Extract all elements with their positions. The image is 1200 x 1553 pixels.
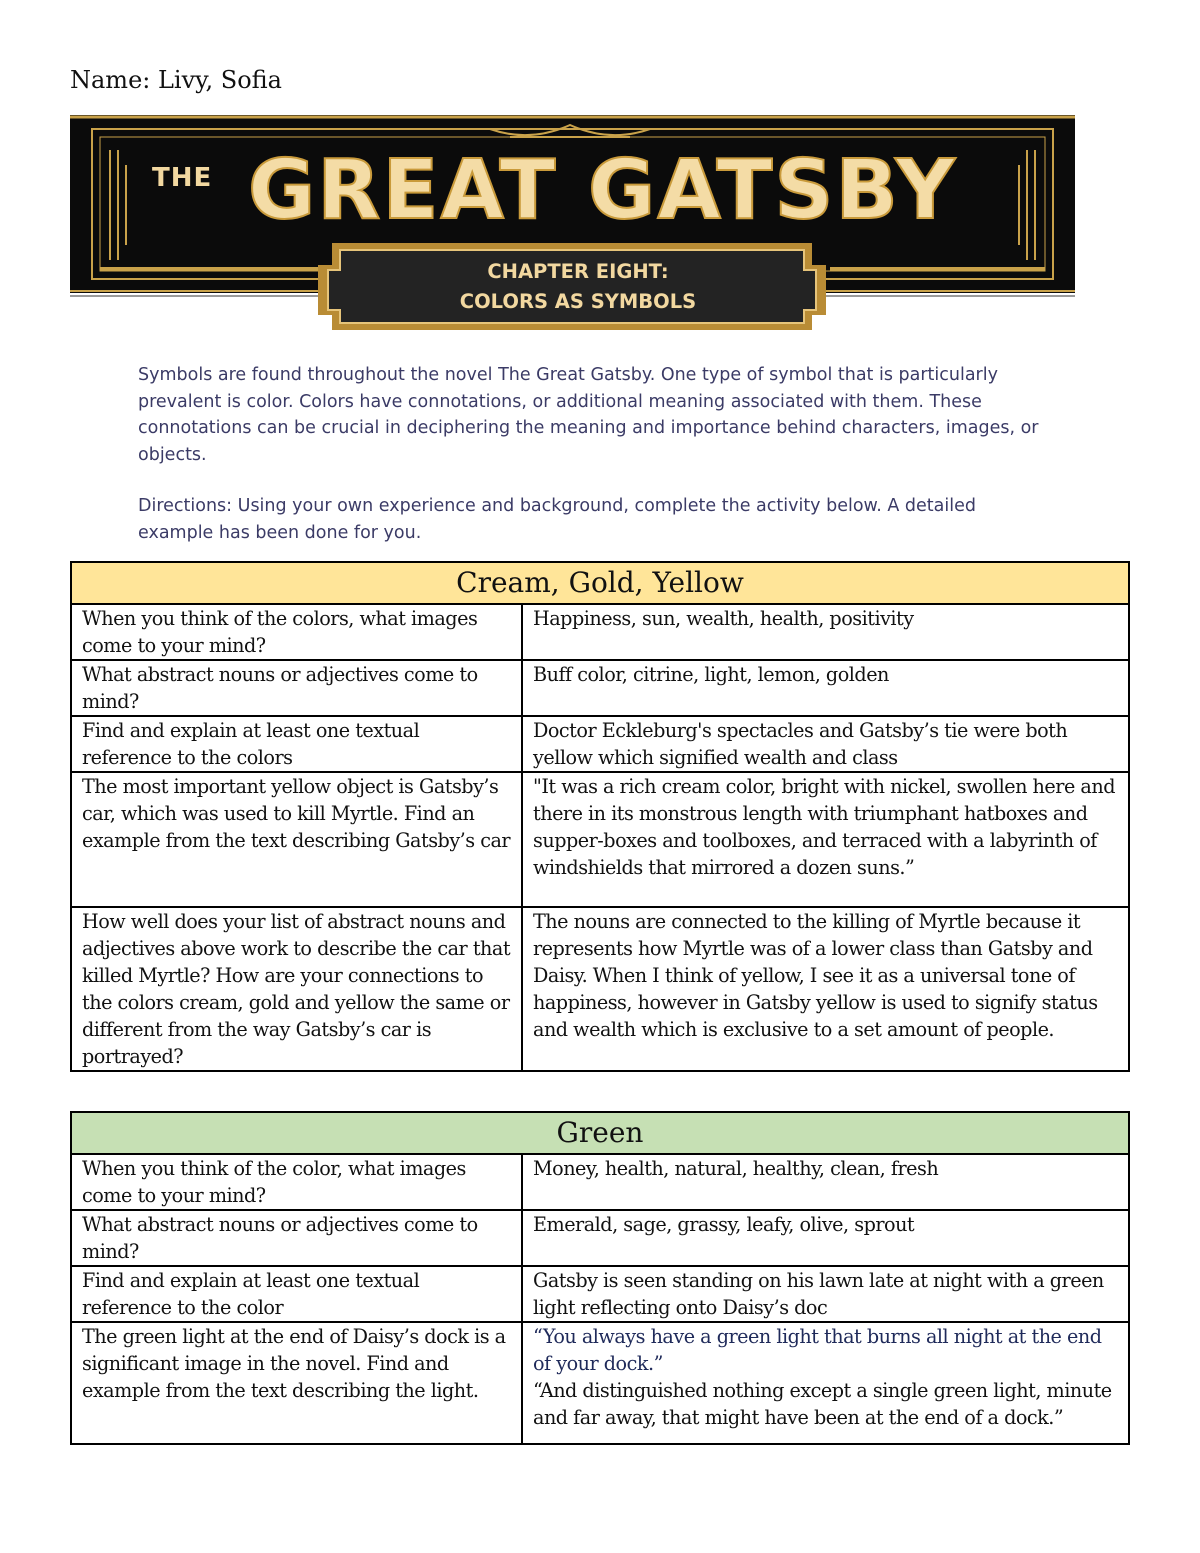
answer-cell[interactable]: "It was a rich cream color, bright with nickel, swollen here and there in its monstrous length with triumphant hatboxes and supper-boxes and toolboxes, and terraced with a labyrinth of windshields that mirrored a dozen suns.”	[522, 772, 1129, 907]
question-cell: The most important yellow object is Gatsby’s car, which was used to kill Myrtle. Find an example from the text describing Gatsby’s car	[71, 772, 522, 907]
banner-the: THE	[152, 163, 213, 193]
table-heading: Green	[71, 1112, 1129, 1154]
question-cell: How well does your list of abstract nouns and adjectives above work to describe the car that killed Myrtle? How are your connections to the colors cream, gold and yellow the same or different from the way Gatsby’s car is portrayed?	[71, 907, 522, 1071]
question-cell: When you think of the colors, what images come to your mind?	[71, 604, 522, 660]
answer-cell[interactable]	[522, 1322, 1129, 1444]
banner-title: GREAT GATSBY	[248, 143, 957, 238]
table-row	[71, 604, 1129, 660]
table-row	[71, 716, 1129, 772]
subtitle-line-2: COLORS AS SYMBOLS	[459, 290, 697, 313]
answer-cell[interactable]: Buff color, citrine, light, lemon, golden	[522, 660, 1129, 716]
table-row	[71, 772, 1129, 907]
green-table	[70, 1111, 1130, 1445]
answer-cell[interactable]: Happiness, sun, wealth, health, positivity	[522, 604, 1129, 660]
answer-cell[interactable]: Doctor Eckleburg's spectacles and Gatsby’s tie were both yellow which signified wealth and class	[522, 716, 1129, 772]
table-row	[71, 1154, 1129, 1210]
student-name: Name: Livy, Sofia	[70, 66, 282, 94]
question-cell: What abstract nouns or adjectives come to mind?	[71, 660, 522, 716]
table-row	[71, 1210, 1129, 1266]
question-cell: What abstract nouns or adjectives come to mind?	[71, 1210, 522, 1266]
title-banner	[70, 115, 1075, 340]
subtitle-line-1: CHAPTER EIGHT:	[487, 260, 669, 283]
table-row	[71, 660, 1129, 716]
table-row	[71, 1322, 1129, 1444]
question-cell: Find and explain at least one textual reference to the colors	[71, 716, 522, 772]
directions-paragraph: Directions: Using your own experience and background, complete the activity below. A detailed example has been done for you.	[138, 496, 976, 543]
table-row	[71, 1266, 1129, 1322]
yellow-table	[70, 561, 1130, 1072]
question-cell: The green light at the end of Daisy’s dock is a significant image in the novel. Find and example from the text describing the light.	[71, 1322, 522, 1444]
answer-quote-1: “You always have a green light that burns all night at the end of your dock.”	[533, 1325, 1102, 1375]
table-row	[71, 907, 1129, 1071]
intro-paragraph: Symbols are found throughout the novel The Great Gatsby. One type of symbol that is particularly prevalent is color. Colors have connotations, or additional meaning associated with them. These connotations can be crucial in deciphering the meaning and importance behind characters, images, or objects.	[138, 365, 1039, 465]
answer-quote-2: “And distinguished nothing except a single green light, minute and far away, that might have been at the end of a dock.”	[533, 1379, 1112, 1429]
intro-text	[138, 362, 1043, 571]
answer-cell[interactable]: The nouns are connected to the killing of Myrtle because it represents how Myrtle was of a lower class than Gatsby and Daisy. When I think of yellow, I see it as a universal tone of happiness, however in Gatsby yellow is used to signify status and wealth which is exclusive to a set amount of people.	[522, 907, 1129, 1071]
answer-cell[interactable]: Emerald, sage, grassy, leafy, olive, sprout	[522, 1210, 1129, 1266]
banner-subtitle	[352, 257, 804, 317]
table-heading: Cream, Gold, Yellow	[71, 562, 1129, 604]
answer-cell[interactable]: Money, health, natural, healthy, clean, fresh	[522, 1154, 1129, 1210]
question-cell: Find and explain at least one textual reference to the color	[71, 1266, 522, 1322]
answer-cell[interactable]: Gatsby is seen standing on his lawn late at night with a green light reflecting onto Daisy’s doc	[522, 1266, 1129, 1322]
question-cell: When you think of the color, what images come to your mind?	[71, 1154, 522, 1210]
